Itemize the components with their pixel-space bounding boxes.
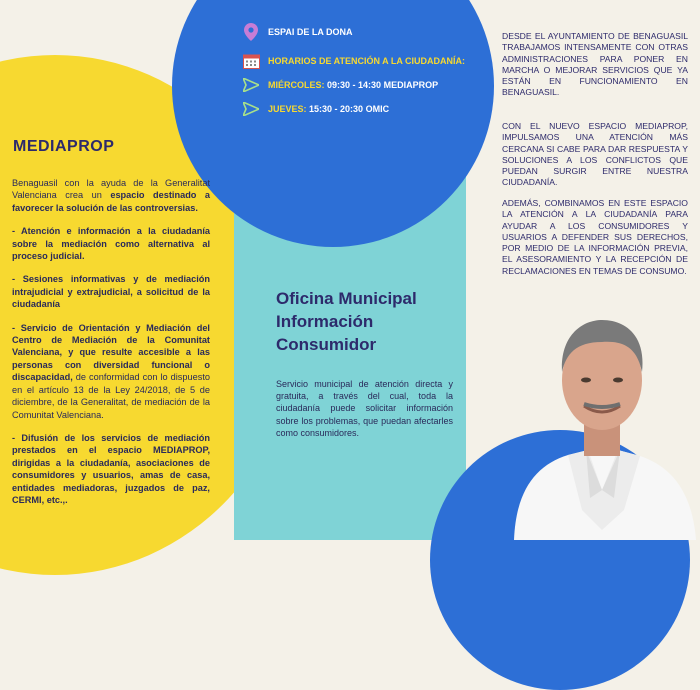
calendar-icon	[242, 53, 260, 69]
service-item-1: - Atención e información a la ciudadanía sobre la mediación como alternativa al proceso judicial.	[12, 226, 210, 262]
office-title-line-1: Oficina Municipal	[276, 289, 417, 308]
location-row	[242, 24, 353, 40]
right-paragraph-1: DESDE EL AYUNTAMIENTO DE BENAGUASIL TRABAJAMOS INTENSAMENTE CON OTRAS ADMINISTRACIONES PARA PONER EN MARCHA O MEJORAR SERVICIOS QUE YA ESTÁN EN FUNCIONAMIENTO EN BENAGUASIL.	[502, 31, 688, 98]
mediaprop-heading: MEDIAPROP	[13, 138, 115, 155]
location-text: ESPAI DE LA DONA	[268, 27, 353, 37]
day2-label: JUEVES:	[268, 104, 307, 114]
intro-highlight: espacio destinado a favorecer la solución de las controversias.	[12, 190, 211, 213]
service-item-3-text: de conformidad con lo dispuesto en el artículo 13 de la Ley 24/2018, de 5 de diciembre, de la Generalitat, de mediación de la Comunitat Valenciana.	[12, 372, 210, 420]
intro-text: Benaguasil con la ayuda de la Generalitat Valenciana crea un	[12, 178, 210, 201]
mediaprop-text	[12, 177, 210, 517]
service-item-3-bold: - Servicio de Orientación y Mediación del Centro de Mediación de la Comunitat Valenciana, y que resulte accesible a las personas con diversidad funcional o discapacidad,	[12, 322, 210, 383]
day1-label: MIÉRCOLES:	[268, 80, 325, 90]
service-item-3	[12, 322, 210, 421]
office-title	[276, 287, 466, 356]
right-paragraph-3: ADEMÁS, COMBINAMOS EN ESTE ESPACIO LA ATENCIÓN A LA CIUDADANÍA PARA AYUDAR A LOS CONSUMIDORES Y USUARIOS A DEFENDER SUS DERECHOS, POR MEDIO DE LA INFORMACIÓN PREVIA, EL ASESORAMIENTO Y LA RECEPCIÓN DE RECLAMACIONES EN TEMAS DE CONSUMO.	[502, 198, 688, 276]
office-description: Servicio municipal de atención directa y gratuita, a través del cual, toda la ciudadanía puede solicitar información sobre los problemas, que puedan afectarles como consumidores.	[276, 379, 453, 438]
mayor-portrait	[506, 300, 700, 540]
day1-hours: 09:30 - 14:30 MEDIAPROP	[327, 80, 439, 90]
service-item-4: - Difusión de los servicios de mediación prestados en el espacio MEDIAPROP, dirigidas a la ciudadanía, asociaciones de consumidores y usuarios, amas de casa, entidades mediadoras, juzgados de paz, CERMI, etc.,.	[12, 432, 210, 505]
schedule-day2-row	[242, 101, 389, 117]
office-title-line-3: Consumidor	[276, 335, 377, 354]
office-title-line-2: Información	[276, 312, 374, 331]
right-paragraph-2: CON EL NUEVO ESPACIO MEDIAPROP, IMPULSAMOS UNA ATENCIÓN MÁS CERCANA SI CABE PARA DAR RESPUESTA Y SOLUCIONES A LOS CONFLICTOS QUE PUEDAN SURGIR ENTRE NUESTRA CIUDADANÍA.	[502, 121, 688, 188]
schedule-title: HORARIOS DE ATENCIÓN A LA CIUDADANÍA:	[268, 56, 465, 66]
location-pin-icon	[242, 24, 260, 40]
mediaprop-intro	[12, 177, 210, 214]
schedule-day1-row	[242, 77, 438, 93]
send-arrow-icon	[242, 77, 260, 93]
send-arrow-icon	[242, 101, 260, 117]
service-item-2: - Sesiones informativas y de mediación intrajudicial y extrajudicial, a solicitud de la ciudadanía	[12, 274, 210, 310]
schedule-title-row	[242, 53, 465, 69]
day2-hours: 15:30 - 20:30 OMIC	[309, 104, 390, 114]
